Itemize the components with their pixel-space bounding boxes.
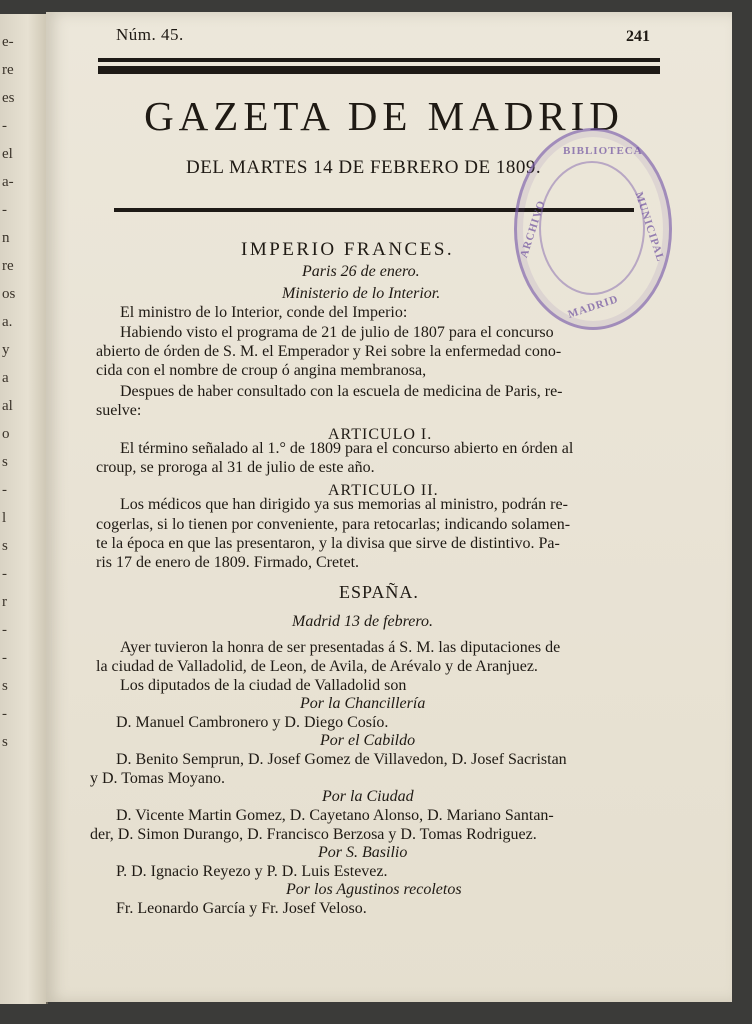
stamp-inner-ring xyxy=(539,161,645,295)
newspaper-page xyxy=(46,12,732,1002)
text-line: Los médicos que han dirigido ya sus memorias al ministro, podrán re- xyxy=(120,496,568,513)
dateline-madrid: Madrid 13 de febrero. xyxy=(292,613,434,630)
text-line: la ciudad de Valladolid, de Leon, de Avila, de Arévalo y de Aranjuez. xyxy=(96,658,538,675)
header-rule-thick xyxy=(98,66,660,74)
stamp-text-bottom: MADRID xyxy=(566,293,621,321)
section-heading-espana: ESPAÑA. xyxy=(339,582,419,602)
group-title: Por S. Basilio xyxy=(318,844,408,861)
group-title: Por los Agustinos recoletos xyxy=(286,881,462,898)
facing-page-glyph: s xyxy=(2,734,8,750)
facing-page-glyph: - xyxy=(2,566,7,582)
facing-page-glyph: re xyxy=(2,62,14,78)
facing-page-glyph: o xyxy=(2,426,10,442)
group-title: Por la Chancillería xyxy=(300,695,426,712)
facing-page-glyph: s xyxy=(2,678,8,694)
facing-page-glyph: - xyxy=(2,118,7,134)
facing-page-glyph: - xyxy=(2,706,7,722)
issue-number: Núm. 45. xyxy=(116,25,184,44)
facing-page-glyph: s xyxy=(2,538,8,554)
stamp-text-right: MUNICIPAL xyxy=(632,190,667,264)
facing-page-glyph: - xyxy=(2,622,7,638)
library-stamp xyxy=(514,128,672,330)
facing-page-glyph: al xyxy=(2,398,13,414)
text-line: suelve: xyxy=(96,402,142,419)
issue-date: DEL MARTES 14 DE FEBRERO DE 1809. xyxy=(186,157,542,178)
page-number: 241 xyxy=(626,28,650,45)
section-heading-imperio: IMPERIO FRANCES. xyxy=(241,239,455,260)
group-line: D. Manuel Cambronero y D. Diego Cosío. xyxy=(116,714,389,731)
group-line: D. Vicente Martin Gomez, D. Cayetano Alonso, D. Mariano Santan- xyxy=(116,807,554,824)
text-line: Ayer tuvieron la honra de ser presentadas á S. M. las diputaciones de xyxy=(120,639,561,656)
ministry-heading: Ministerio de lo Interior. xyxy=(282,285,441,302)
masthead-title: GAZETA DE MADRID xyxy=(144,93,624,139)
facing-page-glyph: e- xyxy=(2,34,14,50)
facing-page-glyph: - xyxy=(2,650,7,666)
facing-page-glyph: r xyxy=(2,594,7,610)
facing-page-glyph: - xyxy=(2,202,7,218)
article-1-title: ARTICULO I. xyxy=(328,426,433,443)
text-line: ris 17 de enero de 1809. Firmado, Cretet. xyxy=(96,554,360,571)
text-line: croup, se proroga al 31 de julio de este año. xyxy=(96,459,375,476)
group-line: y D. Tomas Moyano. xyxy=(90,770,226,787)
facing-page-glyph: n xyxy=(2,230,10,246)
text-line: Despues de haber consultado con la escuela de medicina de Paris, re- xyxy=(120,383,563,400)
group-line: P. D. Ignacio Reyezo y P. D. Luis Estevez. xyxy=(116,863,388,880)
facing-page-glyph: a. xyxy=(2,314,13,330)
facing-page-glyph: l xyxy=(2,510,7,526)
group-line: der, D. Simon Durango, D. Francisco Berzosa y D. Tomas Rodriguez. xyxy=(90,826,537,843)
group-line: D. Benito Semprun, D. Josef Gomez de Villavedon, D. Josef Sacristan xyxy=(116,751,567,768)
text-line: te la época en que las presentaron, y la divisa que sirve de distintivo. Pa- xyxy=(96,535,560,552)
stamp-text-top: BIBLIOTECA xyxy=(563,145,643,157)
facing-page-glyph: s xyxy=(2,454,8,470)
facing-page-glyph: a- xyxy=(2,174,14,190)
facing-page-glyph: a xyxy=(2,370,9,386)
text-line: cogerlas, si lo tienen por conveniente, para retocarlas; indicando solamen- xyxy=(96,516,571,533)
text-line: abierto de órden de S. M. el Emperador y Rei sobre la enfermedad cono- xyxy=(96,343,562,360)
facing-page-glyph: el xyxy=(2,146,13,162)
group-line: Fr. Leonardo García y Fr. Josef Veloso. xyxy=(116,900,367,917)
facing-page-glyph: es xyxy=(2,90,15,106)
text-line: cida con el nombre de croup ó angina membranosa, xyxy=(96,362,427,379)
facing-page-glyph: os xyxy=(2,286,16,302)
facing-page-glyph: - xyxy=(2,482,7,498)
header-rule-thin xyxy=(98,58,660,62)
article-2-title: ARTICULO II. xyxy=(328,482,439,499)
dateline-paris: Paris 26 de enero. xyxy=(302,263,420,280)
facing-page-glyph: re xyxy=(2,258,14,274)
text-line: Habiendo visto el programa de 21 de julio de 1807 para el concurso xyxy=(120,324,554,341)
group-title: Por la Ciudad xyxy=(322,788,414,805)
group-title: Por el Cabildo xyxy=(320,732,416,749)
facing-page-glyph: y xyxy=(2,342,10,358)
text-line: El término señalado al 1.° de 1809 para el concurso abierto en órden al xyxy=(120,440,574,457)
stamp-text-left: ARCHIVO xyxy=(518,198,548,260)
text-line: Los diputados de la ciudad de Valladolid son xyxy=(120,677,407,694)
facing-page-edge xyxy=(0,14,48,1004)
text-line: El ministro de lo Interior, conde del Imperio: xyxy=(120,304,408,321)
